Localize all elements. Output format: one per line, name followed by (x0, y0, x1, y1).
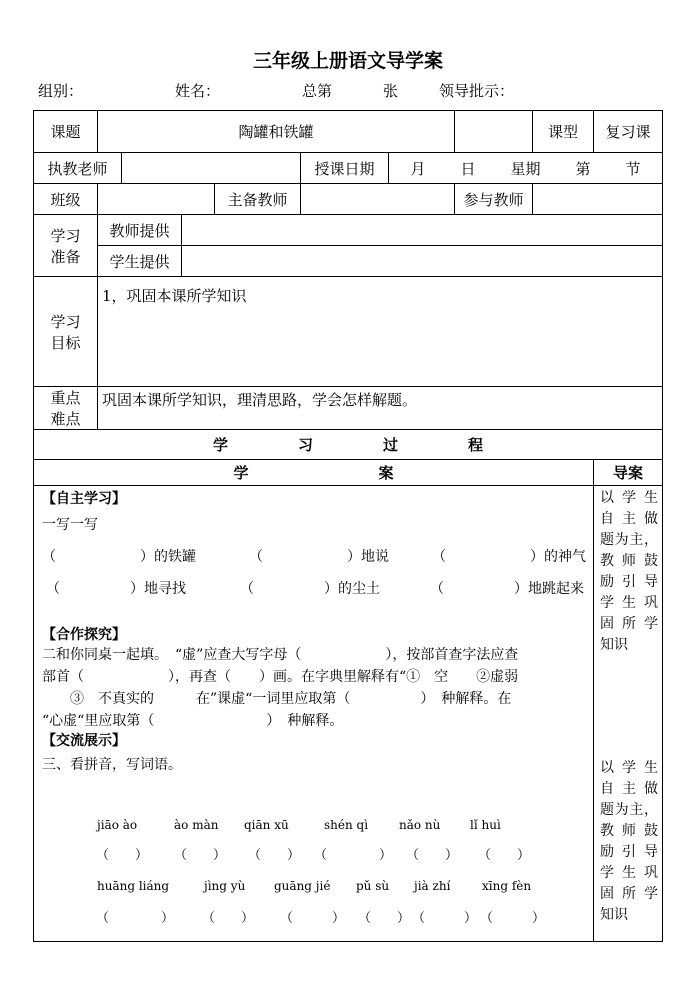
student-provide-label: 学生提供 (98, 246, 182, 277)
guide-note: 以 学 生 自 主 做 题为主，教 师 鼓 励 引 导 学 生 巩 固 所 学 知识 (600, 760, 659, 923)
pinyin-word: qiān xū (244, 818, 289, 832)
pinyin-word: nǎo nù (399, 818, 441, 832)
case-header: 学 案 (34, 460, 594, 486)
answer-blank: （ ） (96, 911, 175, 926)
fill-item: （ ）的神气 (432, 549, 586, 565)
sheet-label: 张 (383, 82, 399, 100)
lesson-table (33, 110, 663, 942)
fill-item: （ ）地说 (249, 549, 389, 565)
answer-blank: （ ） (202, 911, 255, 926)
coop-line: 部首（ ），再查（ ）画。在字典里解释有“① 空 ②虚弱 (42, 669, 519, 685)
assist-teacher-value (533, 184, 663, 215)
assist-teacher-label: 参与教师 (455, 184, 533, 215)
pinyin-word: lǐ huì (470, 818, 501, 832)
answer-blank: （ ） (480, 911, 546, 926)
pinyin-word: guāng jié (274, 879, 331, 893)
answer-blank: （ ） (412, 911, 478, 926)
pinyin-word: jiāo ào (97, 818, 138, 832)
class-label: 班级 (34, 184, 98, 215)
answer-blank: （ ） (358, 911, 411, 926)
total-label: 总第 (302, 82, 333, 100)
answer-blank: （ ） (478, 848, 531, 863)
pinyin-word: ào màn (174, 818, 219, 832)
date-value (389, 153, 663, 184)
page-title: 三年级上册语文导学案 (252, 50, 443, 72)
main-teacher-label: 主备教师 (215, 184, 301, 215)
coop-heading: 【合作探究】 (42, 627, 126, 643)
main-teacher-value (301, 184, 455, 215)
fill-item: （ ）的尘土 (240, 581, 380, 597)
leader-label: 领导批示： (439, 82, 515, 100)
answer-blank: （ ） (96, 848, 149, 863)
prep-label: 学习 准备 (34, 215, 98, 277)
goal-label: 学习 目标 (34, 277, 98, 387)
date-section: 节 (625, 159, 641, 178)
guide-header: 导案 (594, 460, 663, 486)
date-label: 授课日期 (301, 153, 389, 184)
fill-item: （ ）地跳起来 (430, 581, 584, 597)
group-label: 组别： (38, 82, 84, 100)
lesson-value: 陶罐和铁罐 (98, 111, 455, 153)
key-label: 重点 难点 (34, 387, 98, 430)
answer-blank: （ ） (248, 848, 301, 863)
pinyin-word: huāng liáng (97, 879, 170, 893)
teacher-label: 执教老师 (34, 153, 122, 184)
coop-line: ③ 不真实的 在”课虚“一词里应取第（ ） 种解释。在 (42, 691, 512, 707)
show-heading: 【交流展示】 (42, 733, 126, 749)
date-day: 日 (460, 159, 476, 178)
pinyin-word: shén qì (324, 818, 369, 832)
coop-line: 二和你同桌一起填。 “虚”应查大写字母（ ），按部首查字法应查 (42, 647, 519, 663)
class-value (98, 184, 215, 215)
pinyin-word: jià zhí (414, 879, 451, 893)
key-text: 巩固本课所学知识，理清思路，学会怎样解题。 (98, 387, 663, 430)
type-label: 课型 (533, 111, 594, 153)
date-month: 月 (410, 159, 426, 178)
lesson-extra-cell (455, 111, 533, 153)
type-value: 复习课 (594, 111, 663, 153)
teacher-provide-label: 教师提供 (98, 215, 182, 246)
guide-note: 以 学 生 自 主 做 题为主，教 师 鼓 励 引 导 学 生 巩 固 所 学 知识 (600, 490, 659, 653)
self-study-heading: 【自主学习】 (42, 491, 126, 507)
pinyin-word: xīng fèn (482, 879, 532, 893)
goal-text: 1，巩固本课所学知识 (98, 277, 663, 387)
teacher-provide-value (182, 215, 663, 246)
student-provide-value (182, 246, 663, 277)
write-title: 一写一写 (42, 517, 98, 533)
coop-line: “心虚“里应取第（ ） 种解释。 (42, 713, 344, 729)
date-weekday: 星期 (510, 159, 541, 178)
name-label: 姓名： (175, 82, 221, 100)
answer-blank: （ ） (280, 911, 346, 926)
pinyin-word: pǔ sù (356, 879, 390, 893)
guide-body (594, 486, 663, 942)
fill-item: （ ）的铁罐 (42, 549, 196, 565)
answer-blank: （ ） (314, 848, 393, 863)
case-body (34, 486, 594, 942)
date-period: 第 (575, 159, 591, 178)
answer-blank: （ ） (174, 848, 227, 863)
lesson-label: 课题 (34, 111, 98, 153)
answer-blank: （ ） (406, 848, 459, 863)
teacher-value (122, 153, 301, 184)
process-title: 学 习 过 程 (34, 430, 663, 460)
fill-item: （ ）地寻找 (46, 581, 186, 597)
pinyin-word: jìng yù (204, 879, 246, 893)
pinyin-title: 三、看拼音，写词语。 (42, 757, 182, 773)
